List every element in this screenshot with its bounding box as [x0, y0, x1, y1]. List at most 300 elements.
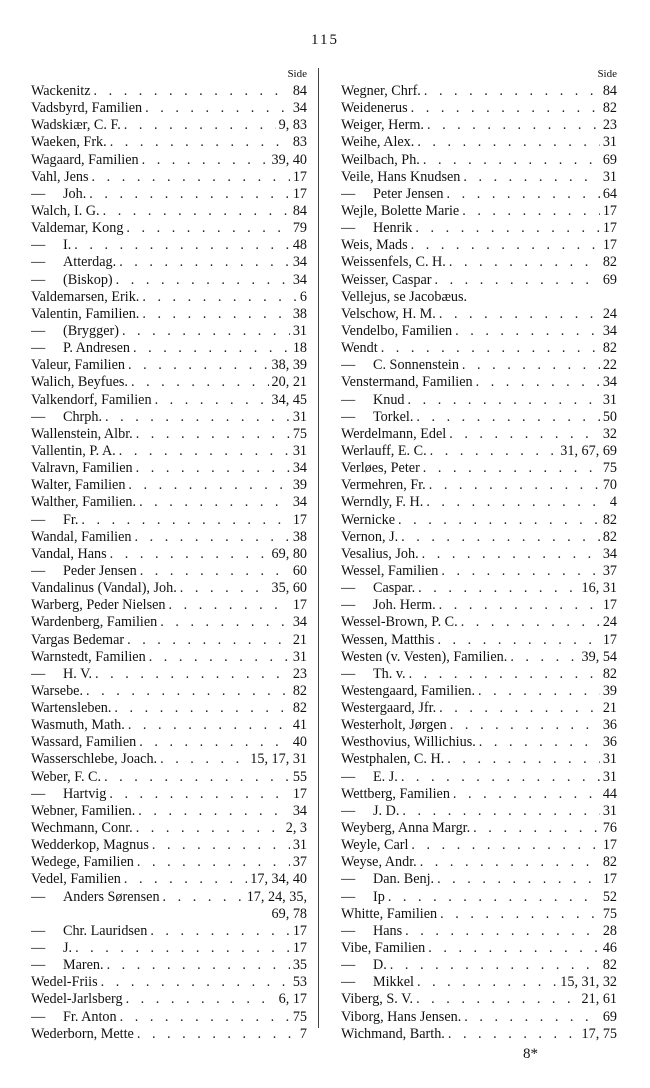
entry-name: Weber, F. C. — [31, 768, 102, 785]
entry-name: — (Brygger) — [31, 322, 119, 339]
entry-pages: 38 — [292, 305, 307, 322]
entry-pages: 31, 67, 69 — [560, 442, 617, 459]
index-entry — [31, 632, 307, 649]
index-column-right — [341, 66, 617, 1043]
index-entry — [341, 871, 617, 888]
entry-name: Wandal, Familien — [31, 528, 132, 545]
entry-name: Wejle, Bolette Marie — [341, 202, 460, 219]
entry-name: Warberg, Peder Nielsen — [31, 597, 166, 614]
index-entry — [341, 460, 617, 477]
index-column-left — [31, 66, 307, 1043]
dot-leader — [109, 786, 289, 803]
repeat-dash: — — [341, 391, 356, 408]
dot-leader — [401, 529, 600, 546]
entry-name: Verløes, Peter — [341, 460, 420, 477]
entry-pages: 40 — [292, 734, 307, 751]
entry-pages: 2, 3 — [285, 820, 307, 837]
dot-leader — [74, 237, 290, 254]
entry-pages: 6 — [299, 288, 307, 305]
entry-pages: 82 — [602, 511, 617, 528]
index-entry — [31, 837, 307, 854]
entry-name: Vargas Bedemar — [31, 631, 125, 648]
index-entry — [31, 254, 307, 271]
entry-pages: 55 — [292, 768, 307, 785]
dot-leader — [476, 374, 600, 391]
entry-name: Wallenstein, Albr. — [31, 425, 133, 442]
entry-name: Valentin, Familien. — [31, 305, 140, 322]
dot-leader — [411, 237, 600, 254]
dot-leader — [473, 820, 600, 837]
entry-pages: 28 — [602, 922, 617, 939]
index-entry — [31, 751, 307, 768]
dot-leader — [388, 889, 600, 906]
dot-leader — [163, 889, 244, 906]
entry-name: Weyle, Carl — [341, 837, 409, 854]
dot-leader — [417, 134, 599, 151]
repeat-dash: — — [31, 1008, 46, 1025]
index-entry — [341, 974, 617, 991]
index-entry — [341, 512, 617, 529]
dot-leader — [110, 546, 269, 563]
index-entry — [341, 906, 617, 923]
repeat-dash: — — [341, 922, 356, 939]
entry-name: Weisser, Caspar — [341, 271, 432, 288]
entry-name: Vahl, Jens — [31, 168, 89, 185]
entry-pages: 17 — [292, 168, 307, 185]
entry-pages: 44 — [602, 785, 617, 802]
dot-leader — [142, 152, 269, 169]
dot-leader — [135, 529, 290, 546]
entry-pages: 31 — [292, 837, 307, 854]
dot-leader — [439, 597, 600, 614]
entry-pages: 22 — [602, 357, 617, 374]
dot-leader — [455, 323, 600, 340]
entry-pages: 37 — [292, 854, 307, 871]
entry-pages: 34 — [292, 494, 307, 511]
entry-pages: 38 — [292, 528, 307, 545]
index-entry — [31, 203, 307, 220]
entry-name: Wernicke — [341, 511, 395, 528]
index-entry — [31, 717, 307, 734]
entry-pages: 31 — [292, 442, 307, 459]
entry-name: — Torkel. — [341, 408, 414, 425]
entry-name: — C. Sonnenstein — [341, 357, 459, 374]
dot-leader — [408, 392, 600, 409]
column-header: Side — [597, 68, 617, 80]
repeat-dash: — — [31, 237, 46, 254]
index-entry — [31, 494, 307, 511]
entry-pages: 36 — [602, 717, 617, 734]
entry-pages: 31 — [602, 168, 617, 185]
index-entry — [341, 409, 617, 426]
dot-leader — [423, 460, 600, 477]
dot-leader — [136, 460, 290, 477]
entry-name: Warnstedt, Familien — [31, 648, 146, 665]
entry-pages: 17 — [602, 220, 617, 237]
entry-pages: 50 — [602, 408, 617, 425]
dot-leader — [453, 786, 600, 803]
repeat-dash: — — [31, 785, 46, 802]
entry-name: — Chrph. — [31, 408, 103, 425]
index-entry — [341, 614, 617, 631]
entry-pages: 35, 60 — [271, 580, 307, 597]
index-entry — [341, 426, 617, 443]
dot-leader — [434, 272, 599, 289]
dot-leader — [448, 1026, 579, 1043]
entry-pages: 37 — [602, 562, 617, 579]
entry-pages: 75 — [602, 905, 617, 922]
entry-name: Webner, Familien. — [31, 802, 136, 819]
repeat-dash: — — [31, 562, 46, 579]
dot-leader — [430, 443, 558, 460]
index-entry — [341, 186, 617, 203]
index-entry — [31, 769, 307, 786]
index-entry — [31, 169, 307, 186]
entry-pages: 31 — [602, 751, 617, 768]
entry-list — [341, 83, 617, 1043]
entry-name: Valdemarsen, Erik. — [31, 288, 140, 305]
entry-pages: 84 — [602, 83, 617, 99]
repeat-dash: — — [341, 580, 356, 597]
dot-leader — [138, 803, 290, 820]
entry-name: Vallentin, P. A. — [31, 442, 116, 459]
dot-leader — [142, 306, 289, 323]
index-entry — [31, 100, 307, 117]
entry-name: — Hans — [341, 922, 403, 939]
repeat-dash: — — [31, 940, 46, 957]
repeat-dash: — — [31, 957, 46, 974]
entry-pages: 31 — [292, 322, 307, 339]
dot-leader — [437, 871, 600, 888]
entry-name: Vadsbyrd, Familien — [31, 100, 143, 117]
repeat-dash: — — [31, 665, 46, 682]
entry-pages: 17, 24, 35, — [246, 888, 307, 905]
dot-leader — [423, 152, 600, 169]
entry-name: Weissenfels, C. H. — [341, 254, 446, 271]
dot-leader — [116, 272, 290, 289]
index-entry — [341, 820, 617, 837]
entry-name: — Maren. — [31, 957, 104, 974]
entry-pages: 82 — [602, 854, 617, 871]
index-entry — [31, 409, 307, 426]
dot-leader — [160, 614, 290, 631]
entry-pages: 34 — [602, 322, 617, 339]
dot-leader — [114, 700, 289, 717]
entry-name: Westengaard, Familien. — [341, 682, 475, 699]
index-entry — [341, 220, 617, 237]
repeat-dash: — — [31, 254, 46, 271]
index-entry — [31, 563, 307, 580]
index-entry — [341, 769, 617, 786]
repeat-dash: — — [31, 408, 46, 425]
dot-leader — [439, 700, 600, 717]
entry-pages: 64 — [602, 185, 617, 202]
index-entry — [31, 546, 307, 563]
entry-pages: 23 — [292, 665, 307, 682]
entry-name: Wagaard, Familien — [31, 151, 139, 168]
entry-pages: 17, 75 — [581, 1025, 617, 1042]
dot-leader — [462, 203, 600, 220]
index-entry — [31, 529, 307, 546]
entry-name: Werdelmann, Edel — [341, 425, 447, 442]
index-entry — [31, 83, 307, 100]
entry-pages: 17 — [292, 785, 307, 802]
index-entry — [341, 717, 617, 734]
entry-name: Viborg, Hans Jensen. — [341, 1008, 462, 1025]
dot-leader — [416, 409, 599, 426]
entry-pages: 34 — [292, 614, 307, 631]
index-entry — [341, 889, 617, 906]
entry-pages: 17 — [292, 597, 307, 614]
index-entry — [341, 666, 617, 683]
repeat-dash: — — [31, 922, 46, 939]
dot-leader — [510, 649, 578, 666]
index-entry — [341, 683, 617, 700]
dot-leader — [390, 957, 600, 974]
entry-name: — Th. v. — [341, 665, 406, 682]
index-entry — [31, 580, 307, 597]
index-entry — [341, 306, 617, 323]
index-entry — [31, 649, 307, 666]
entry-pages: 82 — [602, 957, 617, 974]
entry-name: Valravn, Familien — [31, 460, 133, 477]
index-entry — [31, 152, 307, 169]
entry-name: Wasmuth, Math. — [31, 717, 125, 734]
entry-pages: 31 — [602, 802, 617, 819]
dot-leader — [402, 803, 599, 820]
dot-leader — [415, 220, 599, 237]
entry-pages: 21 — [292, 631, 307, 648]
dot-leader — [461, 614, 600, 631]
entry-name: — Chr. Lauridsen — [31, 922, 148, 939]
entry-pages: 17 — [292, 940, 307, 957]
dot-leader — [422, 546, 600, 563]
index-entry — [31, 906, 307, 923]
entry-name: Walter, Familien — [31, 477, 126, 494]
entry-pages: 82 — [292, 700, 307, 717]
entry-name: Valkendorf, Familien — [31, 391, 152, 408]
index-entry — [31, 991, 307, 1008]
dot-leader — [127, 632, 290, 649]
index-entry — [341, 203, 617, 220]
entry-pages: 17 — [602, 631, 617, 648]
entry-name: Wettberg, Familien — [341, 785, 450, 802]
index-entry — [341, 323, 617, 340]
entry-pages: 48 — [292, 237, 307, 254]
entry-pages: 17 — [292, 922, 307, 939]
entry-name: — Atterdag. — [31, 254, 117, 271]
repeat-dash: — — [341, 888, 356, 905]
entry-name: Vesalius, Joh. — [341, 545, 419, 562]
index-entry — [31, 117, 307, 134]
index-entry — [31, 871, 307, 888]
entry-name: — Mikkel — [341, 974, 414, 991]
dot-leader — [420, 854, 600, 871]
dot-leader — [463, 169, 599, 186]
index-entry — [31, 357, 307, 374]
index-entry — [341, 152, 617, 169]
entry-name: Vermehren, Fr. — [341, 477, 426, 494]
dot-leader — [180, 580, 269, 597]
entry-name: Vandalinus (Vandal), Joh. — [31, 580, 177, 597]
dot-leader — [439, 306, 600, 323]
entry-pages: 17, 34, 40 — [250, 871, 307, 888]
entry-name: Wessel-Brown, P. C. — [341, 614, 458, 631]
index-entry — [341, 734, 617, 751]
dot-leader — [131, 374, 269, 391]
entry-name: — Anders Sørensen — [31, 888, 160, 905]
dot-leader — [427, 117, 600, 134]
entry-name: — D. — [341, 957, 387, 974]
entry-name: — Peder Jensen — [31, 562, 137, 579]
index-entry — [31, 392, 307, 409]
entry-name: Werndly, F. H. — [341, 494, 424, 511]
index-entry — [31, 683, 307, 700]
entry-name: Wasserschlebe, Joach. — [31, 751, 158, 768]
dot-leader — [149, 649, 290, 666]
entry-pages: 18 — [292, 340, 307, 357]
index-entry — [31, 786, 307, 803]
entry-name: — E. J. — [341, 768, 398, 785]
entry-name: Wedel-Jarlsberg — [31, 991, 123, 1008]
index-entry — [31, 289, 307, 306]
dot-leader — [411, 837, 599, 854]
index-entry — [341, 117, 617, 134]
dot-leader — [409, 666, 600, 683]
index-entry — [31, 820, 307, 837]
index-entry — [31, 940, 307, 957]
entry-name: Valdemar, Kong — [31, 220, 124, 237]
entry-pages: 34 — [602, 374, 617, 391]
entry-pages: 34 — [292, 100, 307, 117]
dot-leader — [447, 186, 600, 203]
entry-name: Wadskiær, C. F. — [31, 117, 121, 134]
entry-name: — Hartvig — [31, 785, 107, 802]
dot-leader — [128, 357, 269, 374]
index-entry — [31, 957, 307, 974]
dot-leader — [401, 769, 600, 786]
repeat-dash: — — [341, 974, 356, 991]
dot-leader — [92, 169, 290, 186]
entry-pages: 20, 21 — [271, 374, 307, 391]
dot-leader — [440, 906, 600, 923]
dot-leader — [110, 134, 290, 151]
dot-leader — [104, 769, 290, 786]
dot-leader — [464, 1009, 600, 1026]
index-entry — [31, 460, 307, 477]
entry-pages: 34 — [292, 460, 307, 477]
entry-pages: 69 — [602, 151, 617, 168]
entry-pages: 39 — [292, 477, 307, 494]
entry-name: Weyberg, Anna Margr. — [341, 820, 471, 837]
entry-name: Walch, I. G. — [31, 202, 100, 219]
index-entry — [31, 700, 307, 717]
dot-leader — [126, 220, 289, 237]
entry-pages: 82 — [292, 682, 307, 699]
entry-name: — Peter Jensen — [341, 185, 444, 202]
entry-name: Westergaard, Jfr. — [341, 700, 437, 717]
index-entry — [341, 597, 617, 614]
column-divider — [318, 68, 319, 1028]
dot-leader — [450, 717, 600, 734]
repeat-dash: — — [341, 802, 356, 819]
dot-leader — [405, 923, 600, 940]
repeat-dash: — — [31, 185, 46, 202]
entry-name: Weis, Mads — [341, 237, 408, 254]
entry-pages: 17 — [292, 511, 307, 528]
repeat-dash: — — [341, 871, 356, 888]
dot-leader — [136, 820, 283, 837]
entry-pages: 79 — [292, 220, 307, 237]
page-number: 115 — [311, 32, 339, 48]
entry-name: Vandal, Hans — [31, 545, 107, 562]
entry-name: — Joh. — [31, 185, 87, 202]
entry-name: Vendelbo, Familien — [341, 322, 453, 339]
entry-pages: 39 — [602, 682, 617, 699]
entry-pages: 69, 78 — [271, 905, 307, 922]
entry-name: Warsebe. — [31, 682, 84, 699]
index-entry — [341, 169, 617, 186]
entry-name: — Caspar. — [341, 580, 416, 597]
index-entry — [31, 1009, 307, 1026]
entry-name: Weidenerus — [341, 100, 408, 117]
dot-leader — [462, 357, 600, 374]
dot-leader — [81, 512, 289, 529]
index-entry — [341, 649, 617, 666]
index-entry — [341, 374, 617, 391]
dot-leader — [160, 751, 247, 768]
index-entry — [341, 100, 617, 117]
entry-pages: 31 — [602, 768, 617, 785]
entry-pages: 36 — [602, 734, 617, 751]
entry-pages: 16, 31 — [581, 580, 617, 597]
entry-pages: 17 — [292, 185, 307, 202]
entry-name: Whitte, Familien — [341, 905, 438, 922]
entry-pages: 35 — [292, 957, 307, 974]
entry-pages: 84 — [292, 83, 307, 99]
entry-pages: 9, 83 — [278, 117, 307, 134]
entry-name: Wedege, Familien — [31, 854, 134, 871]
entry-name: — Henrik — [341, 220, 413, 237]
entry-name: Wessen, Matthis — [341, 631, 435, 648]
entry-name: Viberg, S. V. — [341, 991, 414, 1008]
index-entry — [341, 254, 617, 271]
index-entry — [31, 306, 307, 323]
entry-name: Wackenitz — [31, 83, 91, 99]
dot-leader — [126, 991, 276, 1008]
index-entry — [341, 494, 617, 511]
entry-pages: 83 — [292, 134, 307, 151]
repeat-dash: — — [341, 220, 356, 237]
index-entry — [31, 443, 307, 460]
index-entry — [31, 426, 307, 443]
entry-pages: 17 — [602, 871, 617, 888]
index-entry — [341, 786, 617, 803]
dot-leader — [398, 512, 600, 529]
index-entry — [341, 340, 617, 357]
index-entry — [31, 237, 307, 254]
entry-pages: 34, 45 — [271, 391, 307, 408]
index-entry — [341, 803, 617, 820]
entry-name: — J. — [31, 940, 73, 957]
index-entry — [31, 1026, 307, 1043]
entry-pages: 34 — [292, 271, 307, 288]
index-entry — [31, 186, 307, 203]
entry-name: Venstermand, Familien — [341, 374, 473, 391]
dot-leader — [437, 632, 599, 649]
dot-leader — [89, 186, 290, 203]
dot-leader — [142, 289, 297, 306]
